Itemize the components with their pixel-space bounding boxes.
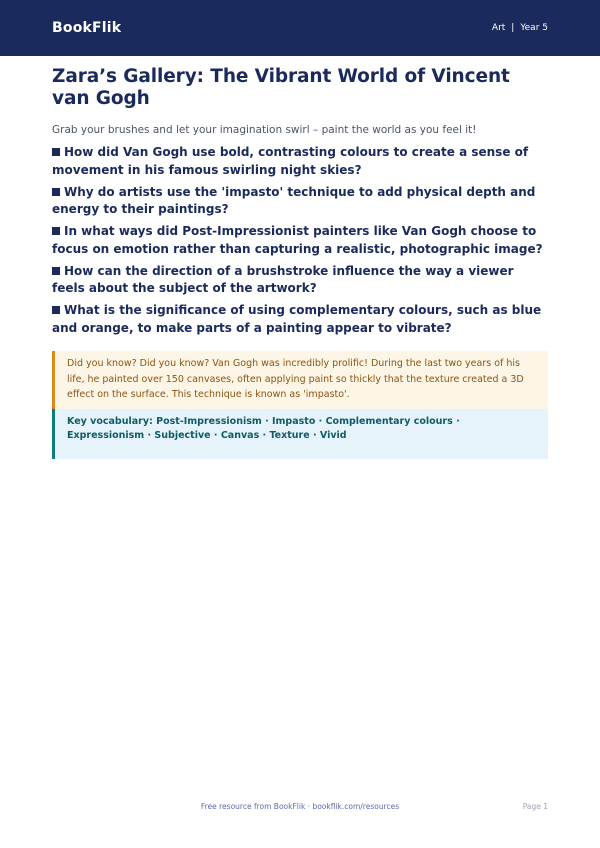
page-subtitle: Grab your brushes and let your imagination swirl – paint the world as you feel it! xyxy=(52,124,477,136)
did-you-know-callout: Did you know? Did you know? Van Gogh was incredibly prolific! During the last two years of his life, he painted over 150 canvases, often applying paint so thickly that the texture created a 3D effect on the surface. This technique is known as 'impasto'. xyxy=(52,351,548,409)
brand-logo-text[interactable]: BookFlik xyxy=(52,20,122,36)
square-bullet-icon xyxy=(52,188,60,196)
footer-resource-link[interactable]: Free resource from BookFlik · bookflik.com/resources xyxy=(200,802,400,811)
subject-meta xyxy=(492,23,548,33)
square-bullet-icon xyxy=(52,227,60,235)
subject-label: Art xyxy=(491,23,506,33)
page-title: Zara’s Gallery: The Vibrant World of Vincent van Gogh xyxy=(52,66,510,109)
header-bar xyxy=(0,0,600,56)
question-item xyxy=(52,184,548,219)
year-label: Year 5 xyxy=(520,23,548,33)
main-content xyxy=(0,66,600,459)
question-item xyxy=(52,144,548,179)
question-item xyxy=(52,263,548,298)
question-text: Why do artists use the 'impasto' technique to add physical depth and energy to their paintings? xyxy=(52,184,536,216)
question-text: In what ways did Post-Impressionist painters like Van Gogh choose to focus on emotion rather than capturing a realistic, photographic image? xyxy=(52,224,543,256)
question-text: What is the significance of using complementary colours, such as blue and orange, to make parts of a painting appear to vibrate? xyxy=(52,303,542,335)
question-list xyxy=(52,144,548,337)
page-number: Page 1 xyxy=(522,802,548,811)
question-item xyxy=(52,223,548,258)
square-bullet-icon xyxy=(52,148,60,156)
key-vocabulary-box: Key vocabulary: Post-Impressionism · Impasto · Complementary colours · Expressionism · Subjective · Canvas · Texture · Vivid xyxy=(52,409,548,459)
square-bullet-icon xyxy=(52,306,60,314)
meta-separator: | xyxy=(511,23,515,33)
square-bullet-icon xyxy=(52,267,60,275)
page-footer xyxy=(0,802,600,816)
question-text: How did Van Gogh use bold, contrasting colours to create a sense of movement in his famous swirling night skies? xyxy=(52,145,529,177)
question-item xyxy=(52,302,548,337)
question-text: How can the direction of a brushstroke influence the way a viewer feels about the subject of the artwork? xyxy=(52,263,514,295)
